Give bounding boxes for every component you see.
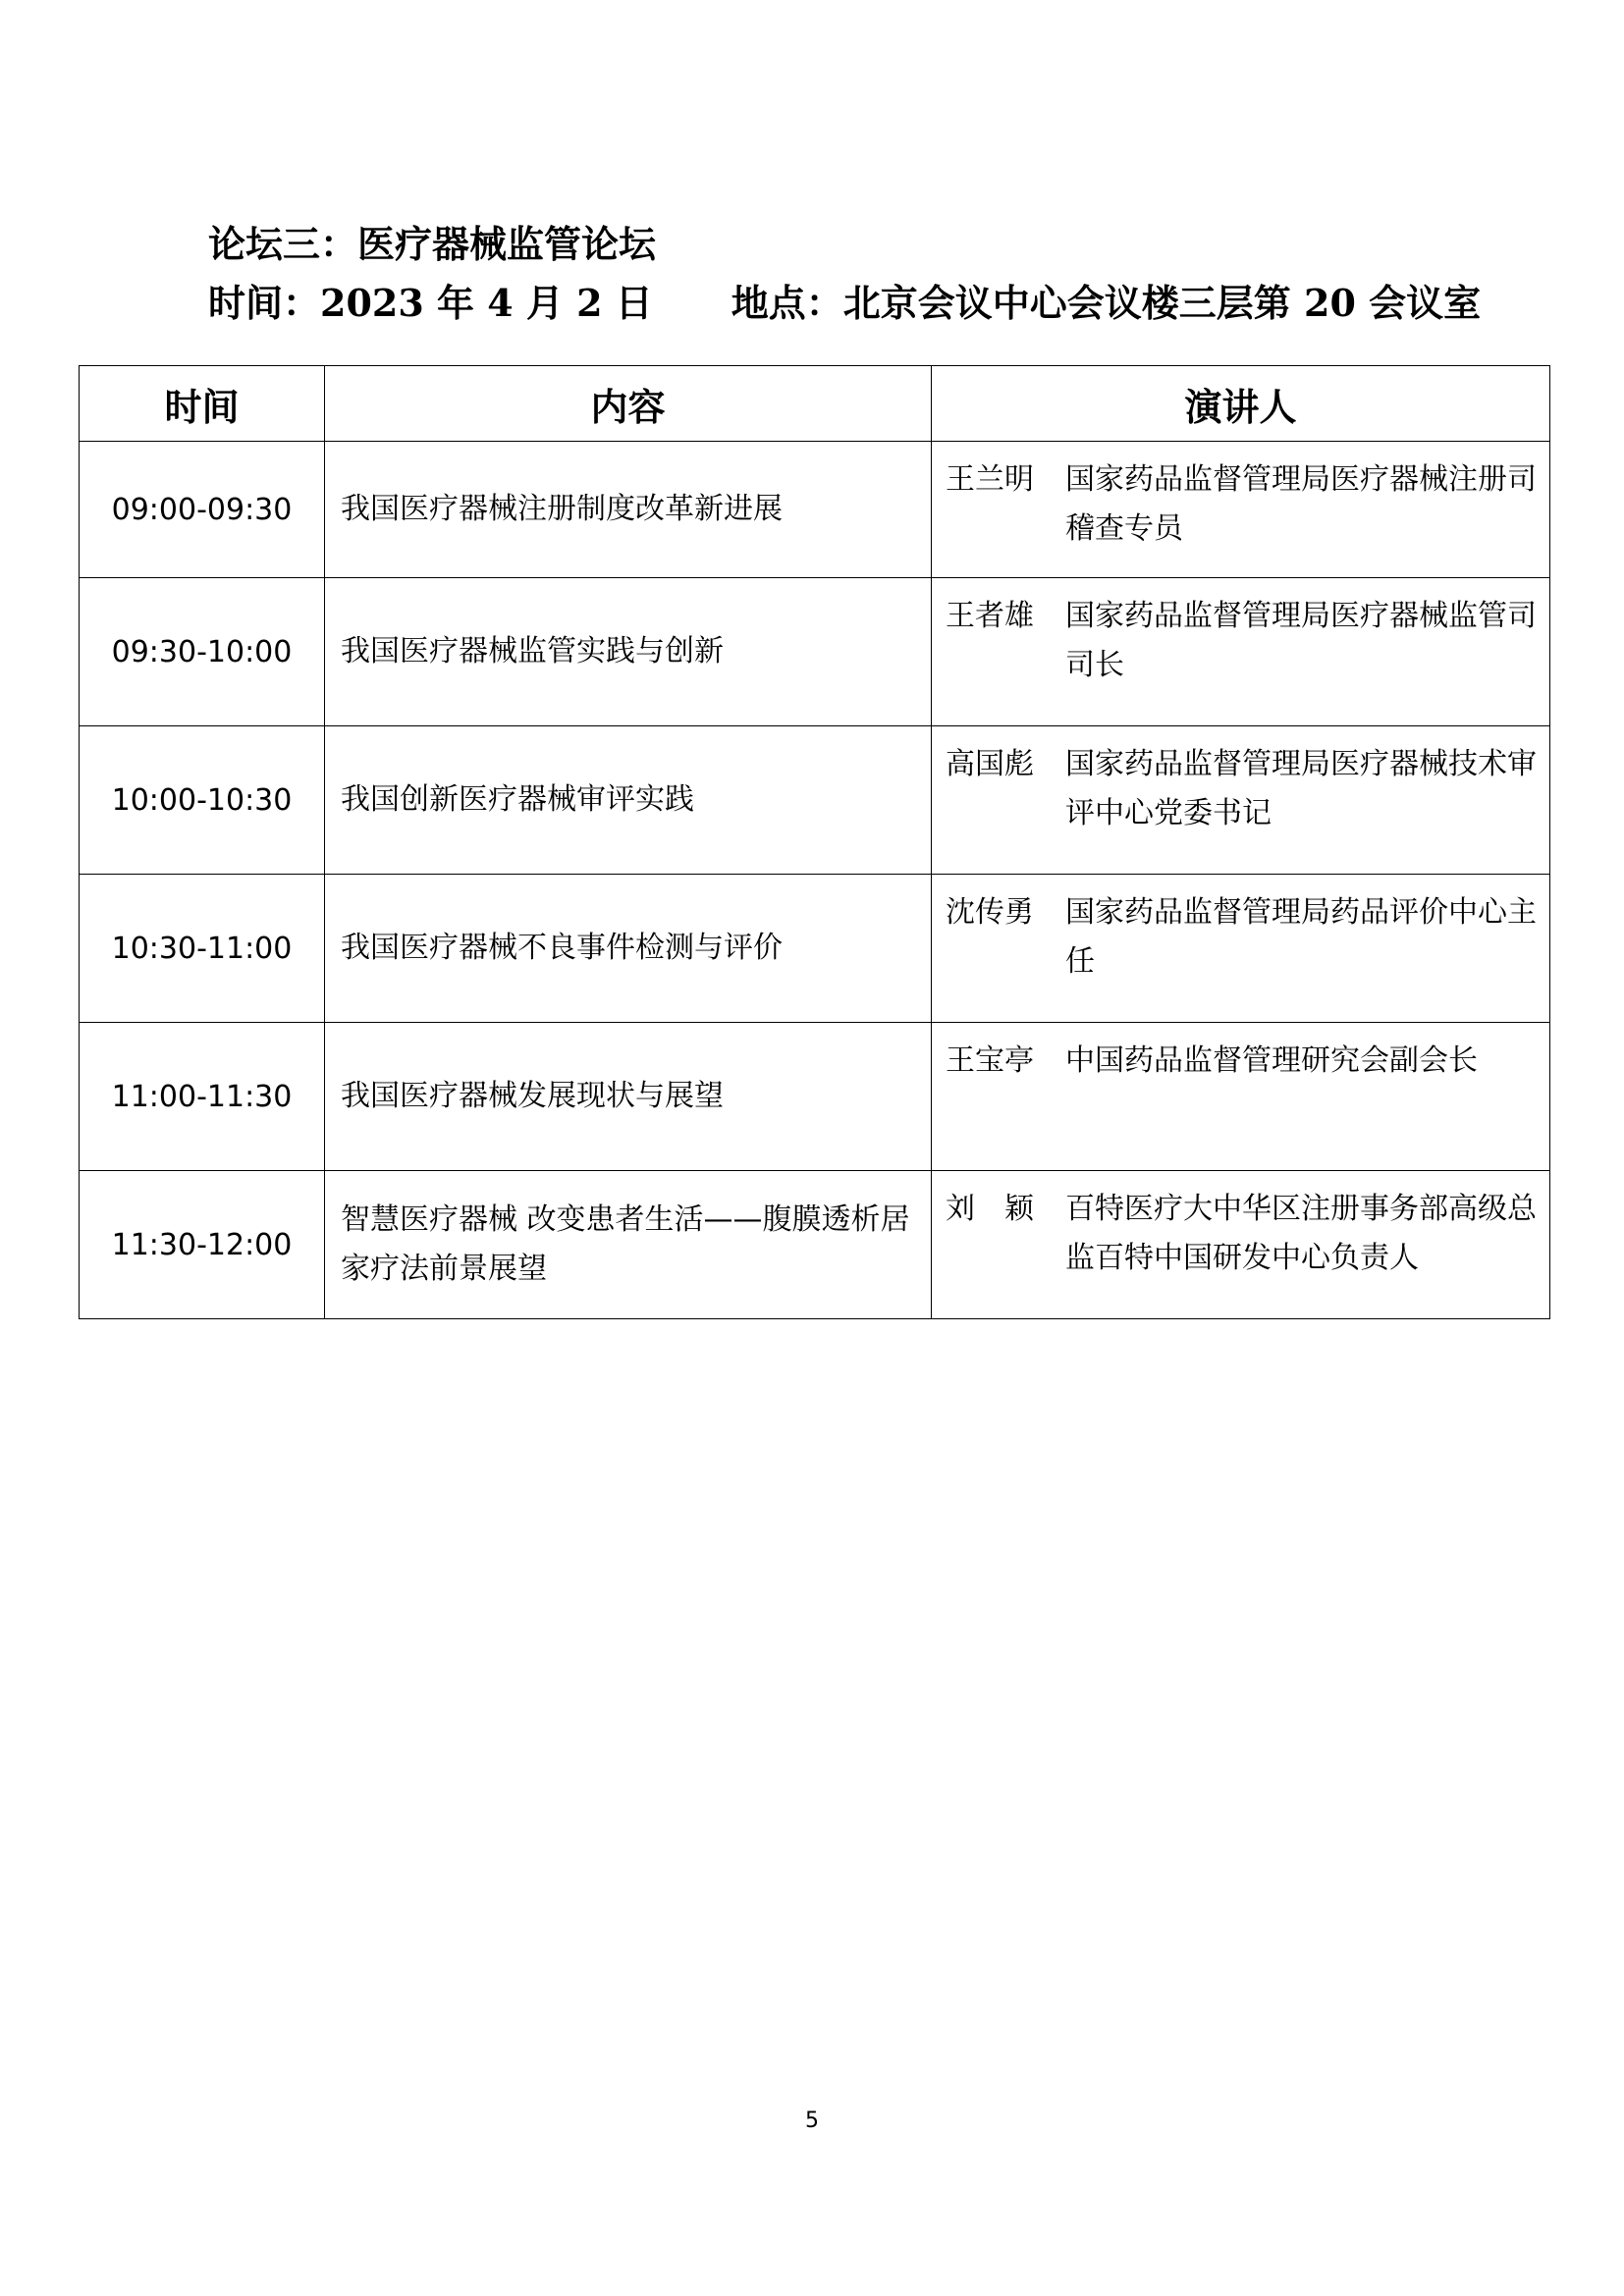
- row-content: 智慧医疗器械 改变患者生活——腹膜透析居家疗法前景展望: [325, 1171, 932, 1319]
- speaker-title: 国家药品监督管理局医疗器械技术审评中心党委书记: [1065, 747, 1537, 830]
- table-row: [80, 1023, 1550, 1171]
- row-time: 09:00-09:30: [80, 442, 325, 578]
- header-speaker: 演讲人: [932, 366, 1550, 442]
- page-number: 5: [805, 2109, 819, 2133]
- row-speaker: [932, 1171, 1550, 1319]
- header-content: 内容: [325, 366, 932, 442]
- speaker-title: 百特医疗大中华区注册事务部高级总监百特中国研发中心负责人: [1065, 1192, 1537, 1275]
- speaker-name: 刘 颖: [946, 1192, 1034, 1226]
- location-label: 地点：北京会议中心会议楼三层第 20 会议室: [731, 281, 1482, 325]
- row-speaker: [932, 578, 1550, 726]
- row-speaker: [932, 726, 1550, 875]
- row-content: 我国医疗器械不良事件检测与评价: [325, 875, 932, 1023]
- speaker-name: 王者雄: [946, 599, 1034, 633]
- speaker-title: 国家药品监督管理局医疗器械注册司稽查专员: [1065, 462, 1537, 546]
- table-row: [80, 726, 1550, 875]
- row-speaker: [932, 875, 1550, 1023]
- speaker-name: 高国彪: [946, 747, 1034, 781]
- agenda-table: [79, 365, 1550, 1319]
- row-speaker: [932, 1023, 1550, 1171]
- time-label: 时间：2023 年 4 月 2 日: [208, 281, 653, 325]
- table-row: [80, 875, 1550, 1023]
- table-row: [80, 1171, 1550, 1319]
- table-header-row: [80, 366, 1550, 442]
- speaker-name: 王兰明: [946, 462, 1034, 497]
- row-time: 11:00-11:30: [80, 1023, 325, 1171]
- speaker-title: 国家药品监督管理局药品评价中心主任: [1065, 895, 1537, 979]
- row-content: 我国医疗器械注册制度改革新进展: [325, 442, 932, 578]
- table-row: [80, 578, 1550, 726]
- table-row: [80, 442, 1550, 578]
- forum-title: 论坛三：医疗器械监管论坛: [208, 222, 657, 266]
- speaker-title: 中国药品监督管理研究会副会长: [1065, 1043, 1478, 1078]
- row-content: 我国医疗器械发展现状与展望: [325, 1023, 932, 1171]
- speaker-title: 国家药品监督管理局医疗器械监管司司长: [1065, 599, 1537, 682]
- row-time: 11:30-12:00: [80, 1171, 325, 1319]
- row-time: 10:30-11:00: [80, 875, 325, 1023]
- speaker-name: 王宝亭: [946, 1043, 1034, 1078]
- row-content: 我国医疗器械监管实践与创新: [325, 578, 932, 726]
- row-time: 09:30-10:00: [80, 578, 325, 726]
- row-speaker: [932, 442, 1550, 578]
- meta-line: [208, 273, 1481, 327]
- row-time: 10:00-10:30: [80, 726, 325, 875]
- header-time: 时间: [80, 366, 325, 442]
- row-content: 我国创新医疗器械审评实践: [325, 726, 932, 875]
- speaker-name: 沈传勇: [946, 895, 1034, 930]
